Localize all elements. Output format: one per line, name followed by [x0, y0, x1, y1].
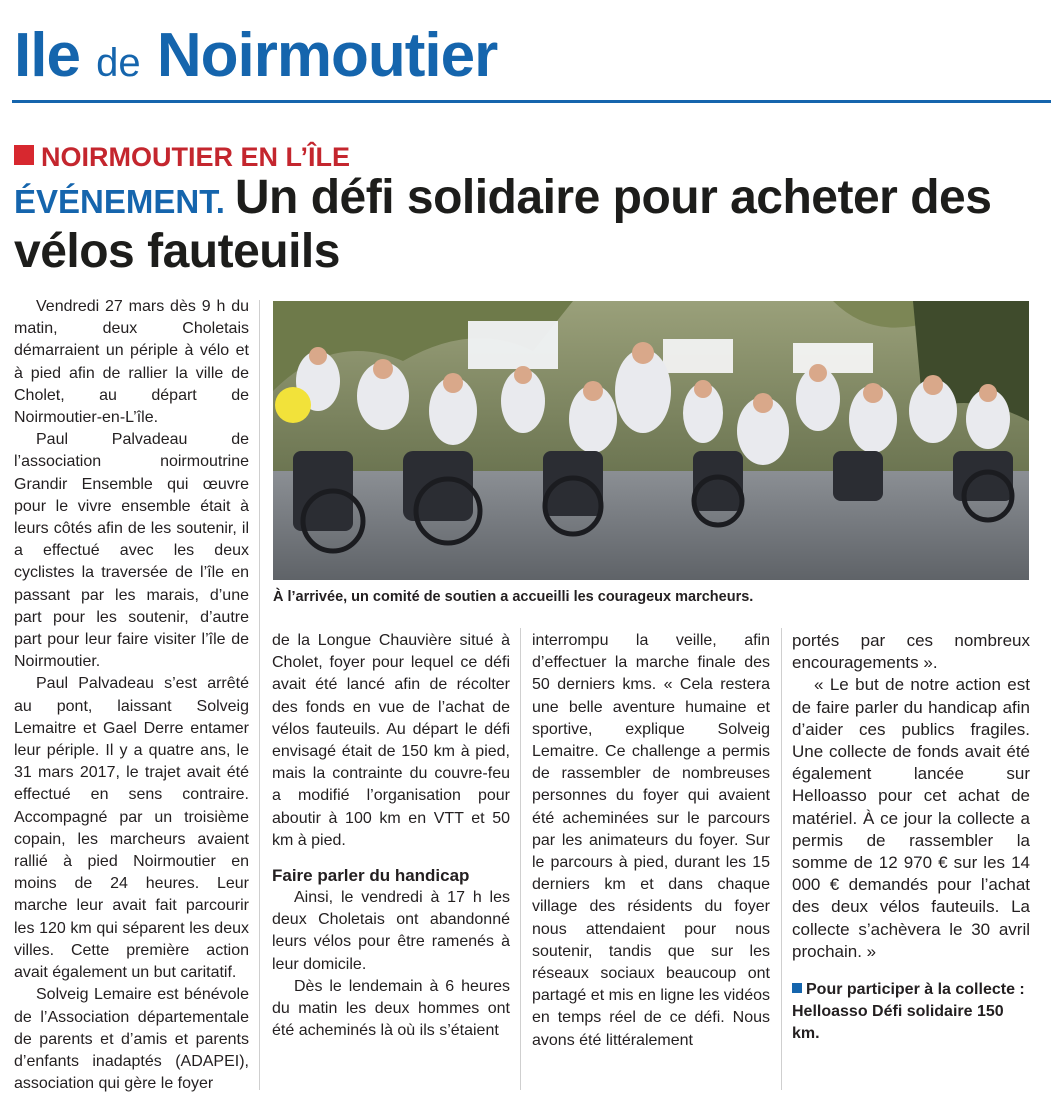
masthead: [14, 22, 497, 97]
section-label: [14, 141, 350, 173]
paragraph: portés par ces nombreux encouragements ».: [792, 631, 1030, 673]
headline-title: Un défi solidaire pour acheter des vélos fauteuils: [14, 171, 992, 278]
info-note-text: Pour participer à la collecte : Helloasso Défi solidaire 150 km.: [792, 981, 1025, 1043]
paragraph: de la Longue Chauvière situé à Cholet, foyer pour lequel ce défi avait été lancé afin de récolter des fonds en vue de l’achat de vélos fauteuils. Au départ le défi envisagé était de 150 km à pied, mais la contrainte du couvre-feu a modifié l’organisation pour aboutir à 100 km en VTT et 50 km à pied.: [272, 632, 510, 849]
paragraph: Paul Palvadeau de l’association noirmoutrine Grandir Ensemble qui œuvre pour le vivre ensemble était à leurs côtés afin de les soutenir, il a effectué avec les deux cyclistes la traversée de l’île en passant par les marais, d’une part pour les soutenir, d’autre part pour leur faire visiter l’île de Noirmoutier.: [14, 431, 249, 671]
note-square-icon: [792, 983, 802, 993]
headline: [14, 173, 1044, 277]
subheading: Faire parler du handicap: [272, 866, 470, 886]
column-divider: [520, 628, 521, 1090]
photo-caption: À l’arrivée, un comité de soutien a accueilli les courageux marcheurs.: [273, 589, 754, 605]
paragraph: Ainsi, le vendredi à 17 h les deux Choletais ont abandonné leurs vélos pour être ramenés à leur domicile.: [272, 889, 510, 973]
article-column-4: [792, 630, 1030, 1045]
masthead-rule: [12, 100, 1051, 103]
info-note: [792, 979, 1030, 1045]
headline-kicker: ÉVÉNEMENT.: [14, 183, 225, 220]
column-divider: [781, 628, 782, 1090]
article-column-3: [532, 630, 770, 1052]
masthead-de: de: [96, 41, 141, 85]
paragraph: Dès le lendemain à 6 heures du matin les deux hommes ont été acheminés là où ils s’étaient: [272, 977, 510, 1040]
masthead-noirmoutier: Noirmoutier: [156, 21, 498, 90]
column-divider: [259, 300, 260, 1090]
paragraph: Solveig Lemaire est bénévole de l’Association départementale de parents et d’amis et parents d’enfants inadaptés (ADAPEI), association qui gère le foyer: [14, 986, 249, 1093]
paragraph: Vendredi 27 mars dès 9 h du matin, deux Choletais démarraient un périple à vélo et à pied afin de rallier la ville de Cholet, au départ de Noirmoutier-en-L’île.: [14, 298, 249, 427]
article-column-1: [14, 296, 249, 1095]
article-photo: [273, 301, 1029, 580]
section-square-icon: [14, 145, 34, 165]
paragraph: Paul Palvadeau s’est arrêté au pont, laissant Solveig Lemaitre et Gael Derre entamer leur périple. Il y a quatre ans, le 31 mars 2017, le trajet avait été effectué en sens contraire. Accompagné par un troisième copain, les marcheurs avaient rallié à pied Noirmoutier en moins de 24 heures. Leur marche leur avait fait parcourir les 120 km qui séparent les deux villes. Cette première action avait également un but caritatif.: [14, 675, 249, 982]
paragraph: « Le but de notre action est de faire parler du handicap afin d’aider ces publics fragiles. Une collecte de fonds avait été également lancée sur Helloasso pour cet achat de matériel. À ce jour la collecte a permis de rassembler la somme de 12 970 € sur les 14 000 € demandés pour l’achat des deux vélos fauteuils. La collecte s’achèvera le 30 avril prochain. »: [792, 675, 1030, 961]
paragraph: interrompu la veille, afin d’effectuer la marche finale des 50 derniers kms. « Cela restera une belle aventure humaine et sportive, explique Solveig Lemaitre. Ce challenge a permis de rassembler de nombreuses personnes du foyer qui avaient été acheminées sur le parcours par les animateurs du foyer. Sur le parcours à pied, durant les 15 derniers km et dans chaque village des résidents du foyer nous attendaient pour nous soutenir, tandis que sur les réseaux sociaux beaucoup ont partagé et mis en ligne les vidéos en temps réel de ce défi. Nous avons été littéralement: [532, 632, 770, 1049]
masthead-ile: Ile: [14, 21, 80, 90]
section-label-text: NOIRMOUTIER EN L’ÎLE: [41, 142, 351, 172]
article-column-2: [272, 630, 510, 1042]
